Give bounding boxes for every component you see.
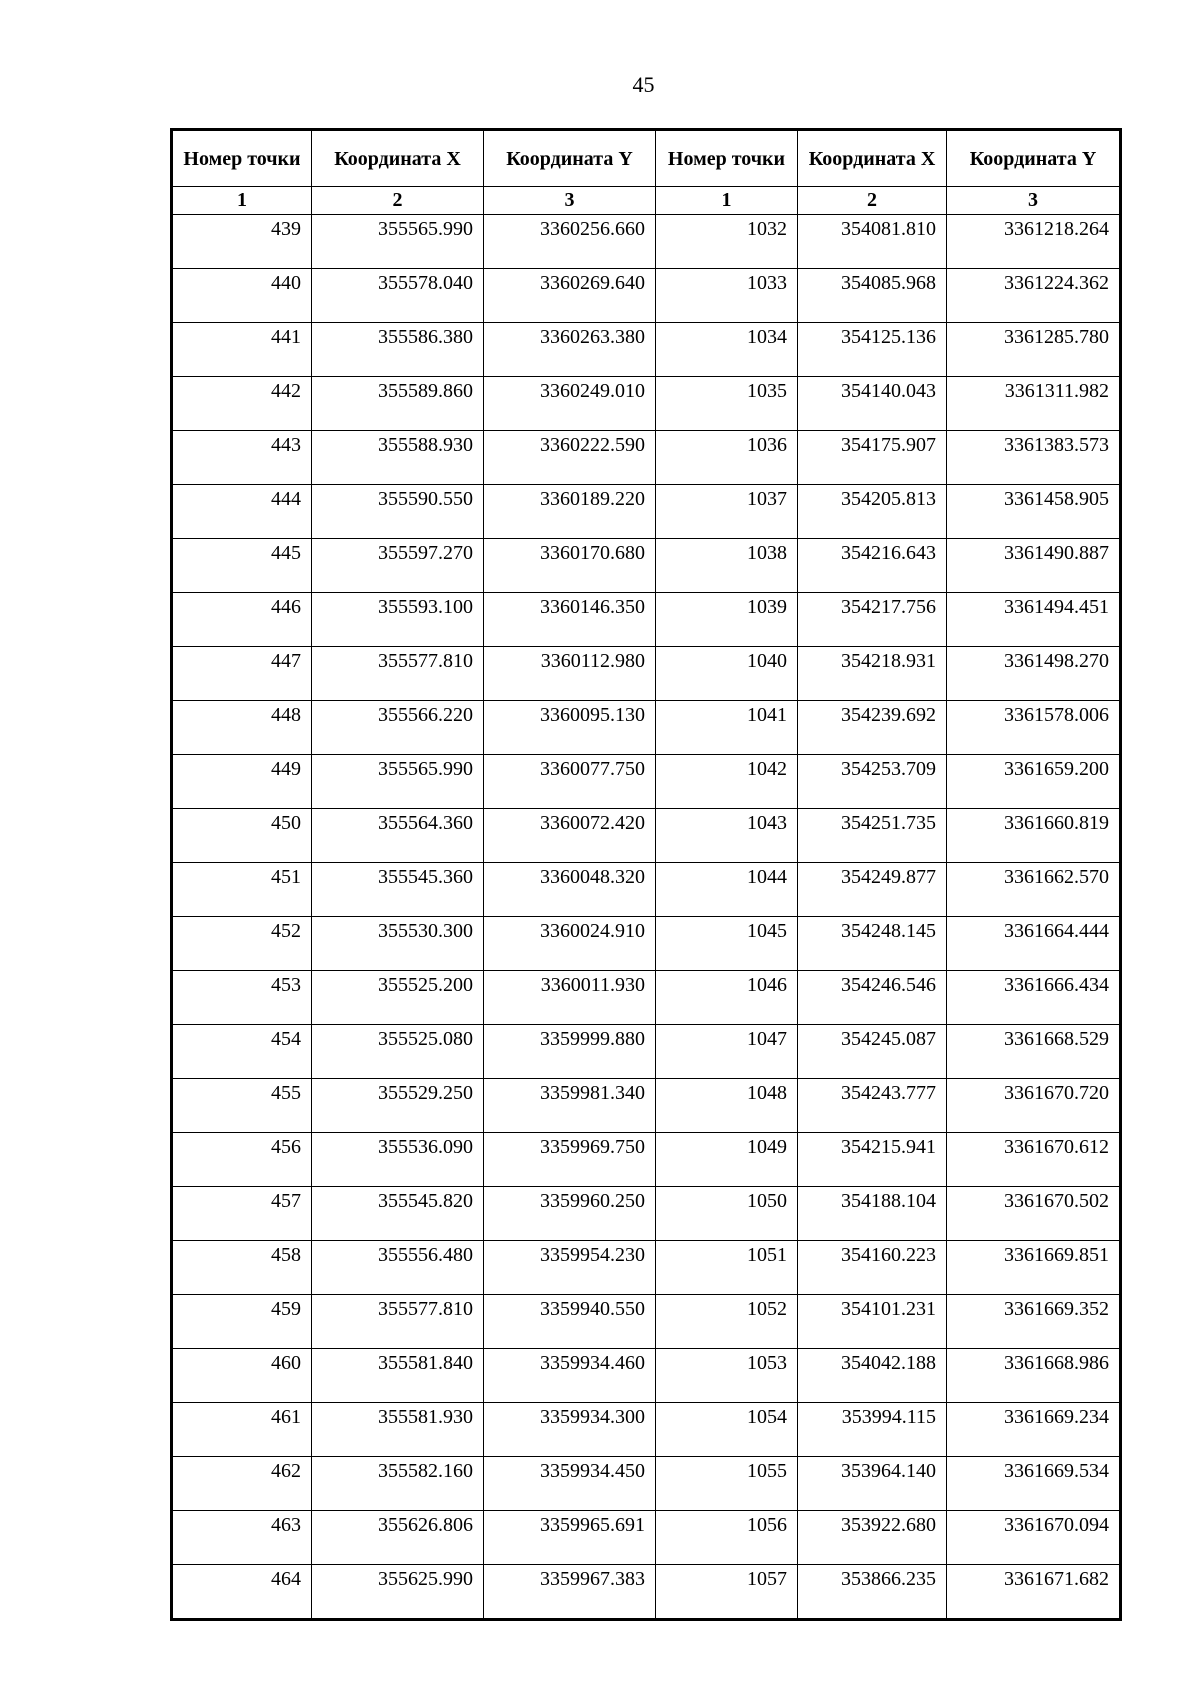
table-row bbox=[172, 1133, 1121, 1187]
table-row bbox=[172, 1349, 1121, 1403]
coordinate-x-cell: 355581.840 bbox=[312, 1349, 484, 1403]
table-row bbox=[172, 1403, 1121, 1457]
point-number-cell: 1040 bbox=[656, 647, 798, 701]
header-row bbox=[172, 130, 1121, 187]
coordinate-y-cell: 3359934.300 bbox=[484, 1403, 656, 1457]
point-number-cell: 440 bbox=[172, 269, 312, 323]
coordinates-table bbox=[170, 128, 1122, 1621]
coordinate-y-cell: 3361666.434 bbox=[947, 971, 1121, 1025]
coordinate-y-cell: 3361668.529 bbox=[947, 1025, 1121, 1079]
point-number-cell: 1047 bbox=[656, 1025, 798, 1079]
table-row bbox=[172, 863, 1121, 917]
table-row bbox=[172, 1025, 1121, 1079]
coordinate-y-cell: 3359969.750 bbox=[484, 1133, 656, 1187]
coordinate-y-cell: 3360112.980 bbox=[484, 647, 656, 701]
point-number-cell: 449 bbox=[172, 755, 312, 809]
coordinate-x-cell: 355581.930 bbox=[312, 1403, 484, 1457]
coordinate-x-cell: 355565.990 bbox=[312, 215, 484, 269]
table-row bbox=[172, 269, 1121, 323]
point-number-cell: 444 bbox=[172, 485, 312, 539]
point-number-cell: 1036 bbox=[656, 431, 798, 485]
coordinate-y-cell: 3360222.590 bbox=[484, 431, 656, 485]
point-number-cell: 1052 bbox=[656, 1295, 798, 1349]
table-row bbox=[172, 701, 1121, 755]
coordinate-y-cell: 3360249.010 bbox=[484, 377, 656, 431]
coordinate-x-cell: 354160.223 bbox=[798, 1241, 947, 1295]
coordinate-x-cell: 355588.930 bbox=[312, 431, 484, 485]
table-row bbox=[172, 917, 1121, 971]
table-row bbox=[172, 323, 1121, 377]
column-number: 3 bbox=[484, 187, 656, 215]
table-row bbox=[172, 1079, 1121, 1133]
point-number-cell: 448 bbox=[172, 701, 312, 755]
coordinate-y-cell: 3361671.682 bbox=[947, 1565, 1121, 1620]
coordinate-y-cell: 3361458.905 bbox=[947, 485, 1121, 539]
point-number-cell: 1042 bbox=[656, 755, 798, 809]
table-row bbox=[172, 1457, 1121, 1511]
coordinate-x-cell: 354101.231 bbox=[798, 1295, 947, 1349]
coordinate-y-cell: 3361578.006 bbox=[947, 701, 1121, 755]
coordinate-x-cell: 355577.810 bbox=[312, 1295, 484, 1349]
coordinate-x-cell: 354253.709 bbox=[798, 755, 947, 809]
coordinate-x-cell: 354251.735 bbox=[798, 809, 947, 863]
coordinate-y-cell: 3361669.234 bbox=[947, 1403, 1121, 1457]
coordinate-y-cell: 3360072.420 bbox=[484, 809, 656, 863]
coordinate-y-cell: 3360048.320 bbox=[484, 863, 656, 917]
coordinate-x-cell: 355582.160 bbox=[312, 1457, 484, 1511]
table-row bbox=[172, 377, 1121, 431]
point-number-cell: 1032 bbox=[656, 215, 798, 269]
point-number-cell: 1044 bbox=[656, 863, 798, 917]
page-number: 45 bbox=[632, 72, 655, 97]
point-number-cell: 1049 bbox=[656, 1133, 798, 1187]
point-number-cell: 1056 bbox=[656, 1511, 798, 1565]
coordinate-x-cell: 355625.990 bbox=[312, 1565, 484, 1620]
point-number-cell: 1039 bbox=[656, 593, 798, 647]
point-number-cell: 1057 bbox=[656, 1565, 798, 1620]
point-number-cell: 439 bbox=[172, 215, 312, 269]
coordinate-y-cell: 3359981.340 bbox=[484, 1079, 656, 1133]
coordinate-y-cell: 3361670.612 bbox=[947, 1133, 1121, 1187]
coordinate-x-cell: 355597.270 bbox=[312, 539, 484, 593]
coordinate-x-cell: 355545.360 bbox=[312, 863, 484, 917]
point-number-cell: 463 bbox=[172, 1511, 312, 1565]
coordinate-y-cell: 3359967.383 bbox=[484, 1565, 656, 1620]
coordinate-x-cell: 354215.941 bbox=[798, 1133, 947, 1187]
coordinate-y-cell: 3361662.570 bbox=[947, 863, 1121, 917]
coordinate-x-cell: 354205.813 bbox=[798, 485, 947, 539]
table-row bbox=[172, 539, 1121, 593]
coordinate-y-cell: 3361498.270 bbox=[947, 647, 1121, 701]
point-number-cell: 450 bbox=[172, 809, 312, 863]
table-row bbox=[172, 809, 1121, 863]
point-number-cell: 462 bbox=[172, 1457, 312, 1511]
coordinate-y-cell: 3361669.851 bbox=[947, 1241, 1121, 1295]
point-number-cell: 455 bbox=[172, 1079, 312, 1133]
point-number-cell: 464 bbox=[172, 1565, 312, 1620]
coordinate-x-cell: 355530.300 bbox=[312, 917, 484, 971]
table-row bbox=[172, 971, 1121, 1025]
coordinate-x-cell: 354245.087 bbox=[798, 1025, 947, 1079]
point-number-cell: 1033 bbox=[656, 269, 798, 323]
point-number-cell: 1055 bbox=[656, 1457, 798, 1511]
point-number-cell: 1043 bbox=[656, 809, 798, 863]
coordinate-y-cell: 3360170.680 bbox=[484, 539, 656, 593]
coordinate-y-cell: 3361383.573 bbox=[947, 431, 1121, 485]
coordinate-y-cell: 3361224.362 bbox=[947, 269, 1121, 323]
header-coordinate-x: Координата X bbox=[798, 130, 947, 187]
coordinate-y-cell: 3360095.130 bbox=[484, 701, 656, 755]
coordinate-y-cell: 3361311.982 bbox=[947, 377, 1121, 431]
point-number-cell: 457 bbox=[172, 1187, 312, 1241]
coordinate-x-cell: 354216.643 bbox=[798, 539, 947, 593]
column-number: 3 bbox=[947, 187, 1121, 215]
coordinate-x-cell: 355590.550 bbox=[312, 485, 484, 539]
column-number-row bbox=[172, 187, 1121, 215]
coordinate-y-cell: 3359934.450 bbox=[484, 1457, 656, 1511]
point-number-cell: 1035 bbox=[656, 377, 798, 431]
coordinate-x-cell: 355593.100 bbox=[312, 593, 484, 647]
header-coordinate-y: Координата Y bbox=[947, 130, 1121, 187]
point-number-cell: 461 bbox=[172, 1403, 312, 1457]
point-number-cell: 1045 bbox=[656, 917, 798, 971]
coordinate-y-cell: 3361218.264 bbox=[947, 215, 1121, 269]
table-body bbox=[172, 215, 1121, 1620]
coordinate-y-cell: 3361669.534 bbox=[947, 1457, 1121, 1511]
coordinate-x-cell: 355556.480 bbox=[312, 1241, 484, 1295]
table-row bbox=[172, 1565, 1121, 1620]
column-number: 2 bbox=[798, 187, 947, 215]
coordinate-x-cell: 354042.188 bbox=[798, 1349, 947, 1403]
point-number-cell: 454 bbox=[172, 1025, 312, 1079]
coordinate-x-cell: 354081.810 bbox=[798, 215, 947, 269]
point-number-cell: 458 bbox=[172, 1241, 312, 1295]
point-number-cell: 443 bbox=[172, 431, 312, 485]
coordinate-x-cell: 354246.546 bbox=[798, 971, 947, 1025]
point-number-cell: 1034 bbox=[656, 323, 798, 377]
header-point-number: Номер точки bbox=[656, 130, 798, 187]
coordinate-x-cell: 354188.104 bbox=[798, 1187, 947, 1241]
coordinate-y-cell: 3360011.930 bbox=[484, 971, 656, 1025]
coordinate-x-cell: 354218.931 bbox=[798, 647, 947, 701]
coordinate-y-cell: 3361668.986 bbox=[947, 1349, 1121, 1403]
coordinate-y-cell: 3360269.640 bbox=[484, 269, 656, 323]
column-number: 1 bbox=[656, 187, 798, 215]
coordinate-y-cell: 3361670.502 bbox=[947, 1187, 1121, 1241]
coordinate-y-cell: 3361494.451 bbox=[947, 593, 1121, 647]
coordinate-x-cell: 355525.080 bbox=[312, 1025, 484, 1079]
table-row bbox=[172, 215, 1121, 269]
coordinate-y-cell: 3361660.819 bbox=[947, 809, 1121, 863]
table-row bbox=[172, 1187, 1121, 1241]
point-number-cell: 459 bbox=[172, 1295, 312, 1349]
coordinate-x-cell: 355578.040 bbox=[312, 269, 484, 323]
table-row bbox=[172, 485, 1121, 539]
coordinate-x-cell: 355565.990 bbox=[312, 755, 484, 809]
coordinate-x-cell: 355525.200 bbox=[312, 971, 484, 1025]
coordinate-x-cell: 354140.043 bbox=[798, 377, 947, 431]
coordinate-x-cell: 354239.692 bbox=[798, 701, 947, 755]
coordinate-x-cell: 355566.220 bbox=[312, 701, 484, 755]
point-number-cell: 451 bbox=[172, 863, 312, 917]
point-number-cell: 453 bbox=[172, 971, 312, 1025]
coordinate-x-cell: 355529.250 bbox=[312, 1079, 484, 1133]
coordinate-x-cell: 353922.680 bbox=[798, 1511, 947, 1565]
coordinate-x-cell: 355589.860 bbox=[312, 377, 484, 431]
coordinate-x-cell: 354175.907 bbox=[798, 431, 947, 485]
table-row bbox=[172, 1295, 1121, 1349]
coordinate-y-cell: 3361670.720 bbox=[947, 1079, 1121, 1133]
point-number-cell: 1037 bbox=[656, 485, 798, 539]
header-point-number: Номер точки bbox=[172, 130, 312, 187]
point-number-cell: 1048 bbox=[656, 1079, 798, 1133]
coordinate-x-cell: 354249.877 bbox=[798, 863, 947, 917]
table-row bbox=[172, 431, 1121, 485]
coordinate-x-cell: 353866.235 bbox=[798, 1565, 947, 1620]
coordinate-x-cell: 354125.136 bbox=[798, 323, 947, 377]
point-number-cell: 456 bbox=[172, 1133, 312, 1187]
coordinate-y-cell: 3360263.380 bbox=[484, 323, 656, 377]
point-number-cell: 1041 bbox=[656, 701, 798, 755]
coordinate-x-cell: 354085.968 bbox=[798, 269, 947, 323]
coordinate-x-cell: 353964.140 bbox=[798, 1457, 947, 1511]
column-number: 2 bbox=[312, 187, 484, 215]
point-number-cell: 1053 bbox=[656, 1349, 798, 1403]
coordinate-y-cell: 3361664.444 bbox=[947, 917, 1121, 971]
coordinate-y-cell: 3359954.230 bbox=[484, 1241, 656, 1295]
coordinate-y-cell: 3360077.750 bbox=[484, 755, 656, 809]
header-coordinate-x: Координата X bbox=[312, 130, 484, 187]
point-number-cell: 441 bbox=[172, 323, 312, 377]
table-row bbox=[172, 1511, 1121, 1565]
point-number-cell: 1054 bbox=[656, 1403, 798, 1457]
point-number-cell: 446 bbox=[172, 593, 312, 647]
coordinate-x-cell: 354217.756 bbox=[798, 593, 947, 647]
coordinate-x-cell: 355536.090 bbox=[312, 1133, 484, 1187]
coordinate-y-cell: 3360189.220 bbox=[484, 485, 656, 539]
coordinate-y-cell: 3360256.660 bbox=[484, 215, 656, 269]
coordinate-x-cell: 354248.145 bbox=[798, 917, 947, 971]
coordinate-x-cell: 355586.380 bbox=[312, 323, 484, 377]
point-number-cell: 1050 bbox=[656, 1187, 798, 1241]
coordinate-y-cell: 3359940.550 bbox=[484, 1295, 656, 1349]
table-row bbox=[172, 647, 1121, 701]
coordinate-y-cell: 3359965.691 bbox=[484, 1511, 656, 1565]
coordinate-y-cell: 3361285.780 bbox=[947, 323, 1121, 377]
column-number: 1 bbox=[172, 187, 312, 215]
coordinate-y-cell: 3359934.460 bbox=[484, 1349, 656, 1403]
point-number-cell: 1038 bbox=[656, 539, 798, 593]
table-row bbox=[172, 1241, 1121, 1295]
coordinate-x-cell: 353994.115 bbox=[798, 1403, 947, 1457]
point-number-cell: 442 bbox=[172, 377, 312, 431]
coordinate-x-cell: 355545.820 bbox=[312, 1187, 484, 1241]
header-coordinate-y: Координата Y bbox=[484, 130, 656, 187]
coordinate-y-cell: 3361490.887 bbox=[947, 539, 1121, 593]
point-number-cell: 447 bbox=[172, 647, 312, 701]
coordinate-y-cell: 3359960.250 bbox=[484, 1187, 656, 1241]
point-number-cell: 460 bbox=[172, 1349, 312, 1403]
coordinate-x-cell: 355626.806 bbox=[312, 1511, 484, 1565]
coordinate-y-cell: 3361659.200 bbox=[947, 755, 1121, 809]
point-number-cell: 452 bbox=[172, 917, 312, 971]
table-row bbox=[172, 593, 1121, 647]
coordinate-y-cell: 3360024.910 bbox=[484, 917, 656, 971]
coordinate-y-cell: 3361670.094 bbox=[947, 1511, 1121, 1565]
point-number-cell: 1051 bbox=[656, 1241, 798, 1295]
coordinate-x-cell: 355577.810 bbox=[312, 647, 484, 701]
coordinate-y-cell: 3361669.352 bbox=[947, 1295, 1121, 1349]
coordinate-y-cell: 3359999.880 bbox=[484, 1025, 656, 1079]
coordinate-x-cell: 354243.777 bbox=[798, 1079, 947, 1133]
coordinate-x-cell: 355564.360 bbox=[312, 809, 484, 863]
table-row bbox=[172, 755, 1121, 809]
point-number-cell: 1046 bbox=[656, 971, 798, 1025]
coordinate-y-cell: 3360146.350 bbox=[484, 593, 656, 647]
point-number-cell: 445 bbox=[172, 539, 312, 593]
